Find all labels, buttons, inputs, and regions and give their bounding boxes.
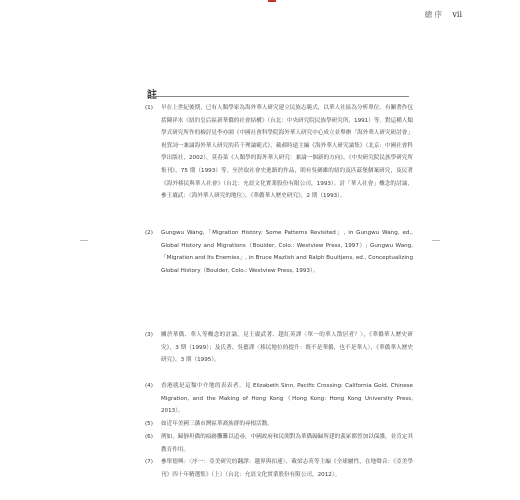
note-text: Gungwu Wang,「Migration History: Some Patterns Revisited」, in Gungwu Wang, ed., Global History and Migrations（Boulder, Colo.: Westview Press, 1997）; Gungwu Wang,「Migration and Its Enemies」, in Bruce Mazlish and Ralph Buultjens, ed., Conceptualizing Global History（Boulder, Colo.: Westview Press, 1993）。: [161, 230, 413, 274]
note-number: (5): [145, 421, 153, 427]
note-number: (4): [145, 383, 153, 389]
note-number: (3): [145, 332, 153, 338]
note-1: [145, 102, 413, 227]
left-margin-tick: [80, 240, 88, 241]
running-head: [425, 9, 462, 20]
note-6: [145, 431, 413, 456]
note-number: (1): [145, 105, 153, 111]
note-text: 參單德興：〈序一：亞美研究的翻譯：越界與扣連〉，載梁志英等主編《全球屬性，在地聲音：《亞美學刊》四十年精選集》（上）（台北：允晨文化實業股份有限公司，2012）。: [161, 458, 413, 478]
note-number: (7): [145, 458, 153, 465]
note-text: 例如，歸靜坦僑的痕跡攤難以追尋，中國政府和民間對為華僑歸歸所建的義冢都曾加以保護，並肯定其教育作用。: [161, 433, 413, 453]
notes-list: [145, 102, 413, 486]
right-margin-tick: [432, 240, 440, 241]
note-2: [145, 227, 413, 329]
top-accent-mark: [268, 0, 276, 2]
note-text: 香港就是這類中介地的表表者。見 Elizabeth Sinn, Pacific Crossing: California Gold, Chinese Migration, and the Making of Hong Kong（Hong Kong: Hong Kong University Press, 2013）。: [161, 383, 413, 415]
note-4: [145, 380, 413, 418]
notes-title: 註: [147, 90, 157, 101]
page-number: vii: [452, 10, 462, 19]
note-text: 如近年美國三藩市灣區華裔族群的尋根活動。: [161, 421, 273, 427]
note-5: [145, 418, 413, 431]
note-text: 早在上世紀後期，已有人類學家為海外華人研究建立民族志範式，以華人社區為分析單位。有關著作包括陳祥水《紐約皇后區新華僑的社會結構》（台北：中央研究院民族學研究所，1991）等。對這種人類學式研究所作的檢討見李亦園《中國社會科學院海外華人研究中心成立並舉辦「海外華人研究研討會」祝賀詞一兼論海外華人研究的若干理論範式》，載郝時遠主編《海外華人研究論集》（北京：中國社會科學出版社，2002），莫春菜《人類學的海外華人研究：兼論一個新的方向》，《中央研究院民族學研究所集刊》，75 期（1993）等。至於取社會史進路的作品，則有吳劍雄的紐約及匹茲堡個案研究，及民著《海外移民與華人社會》（台北：允晨文化實業股份有限公司，1993）。討「華人社會」概念的討論，參王賡武：〈海外華人研究的地位〉，《華僑華人歷史研究》，2 期（1993）。: [161, 105, 413, 200]
note-text: 關於華僑、華人等概念的討論，見王賡武著、趙紅英譯〈單一的華人散居者？〉，《華僑華人歷史研究》，3 期（1999）；及氏著、吳藝譯〈移民地位的提升：既不是華僑，也不是華人〉，《華僑華人歷史研究》，3 期（1995）。: [161, 332, 413, 364]
note-number: (6): [145, 433, 153, 440]
note-number: (2): [145, 230, 153, 236]
note-7: [145, 456, 413, 486]
note-3: [145, 329, 413, 380]
title-rule: [147, 96, 409, 97]
running-head-section: 總 序: [424, 10, 442, 19]
